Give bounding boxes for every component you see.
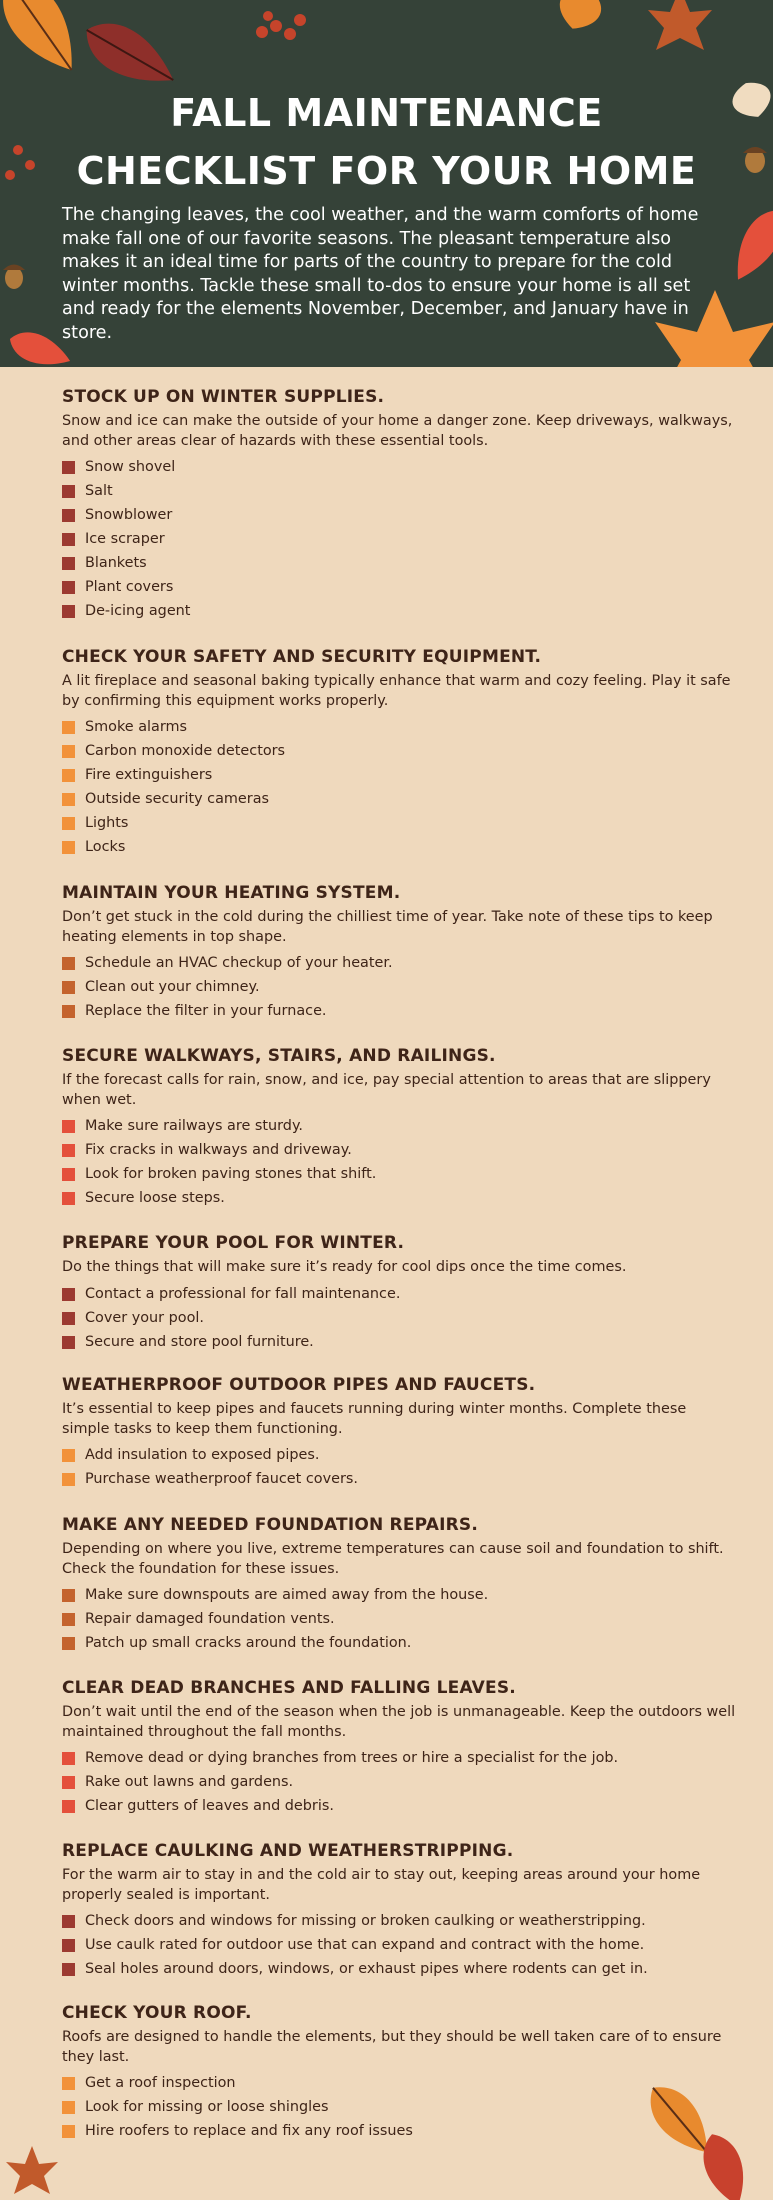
section-title: CLEAR DEAD BRANCHES AND FALLING LEAVES. [62, 1678, 516, 1698]
checklist-item [62, 479, 737, 503]
checklist-item [62, 599, 737, 623]
checklist-item [62, 1631, 737, 1655]
checklist-item [62, 1607, 737, 1631]
checkbox-square-icon [62, 1144, 75, 1157]
checklist-item-label: Look for missing or loose shingles [85, 2099, 329, 2116]
checkbox-square-icon [62, 817, 75, 830]
checklist [62, 1282, 737, 1354]
checklist-item [62, 527, 737, 551]
section-title: SECURE WALKWAYS, STAIRS, AND RAILINGS. [62, 1046, 496, 1066]
checklist [62, 1114, 737, 1210]
checklist-item-label: Get a roof inspection [85, 2075, 236, 2092]
checkbox-square-icon [62, 1752, 75, 1765]
checklist-item [62, 1583, 737, 1607]
checkbox-square-icon [62, 557, 75, 570]
checklist-item-label: Snowblower [85, 507, 173, 524]
section-caulking [62, 1840, 737, 1981]
section-winter-supplies [62, 386, 737, 623]
checklist-item [62, 1162, 737, 1186]
checkbox-square-icon [62, 1800, 75, 1813]
section-title: MAINTAIN YOUR HEATING SYSTEM. [62, 883, 401, 903]
checklist-item-label: Fix cracks in walkways and driveway. [85, 1142, 352, 1159]
checklist-item-label: Lights [85, 815, 129, 832]
checklist-item [62, 575, 737, 599]
checkbox-square-icon [62, 1005, 75, 1018]
checklist-item-label: Add insulation to exposed pipes. [85, 1447, 320, 1464]
checkbox-square-icon [62, 1473, 75, 1486]
section-foundation [62, 1514, 737, 1655]
checklist [62, 951, 737, 1023]
bottom-leaves-decoration-icon [0, 2060, 773, 2200]
checklist-item-label: Patch up small cracks around the foundation. [85, 1635, 412, 1652]
checklist-item [62, 739, 737, 763]
checkbox-square-icon [62, 1939, 75, 1952]
checklist-item [62, 1306, 737, 1330]
checklist-item [62, 1746, 737, 1770]
checklist-item [62, 1770, 737, 1794]
section-title: PREPARE YOUR POOL FOR WINTER. [62, 1233, 405, 1253]
section-description: Roofs are designed to handle the elements, but they should be well taken care of to ensure they last. [62, 2029, 722, 2065]
section-description: It’s essential to keep pipes and faucets running during winter months. Complete these simple tasks to keep them functioning. [62, 1401, 687, 1437]
checklist-item [62, 455, 737, 479]
checklist [62, 1443, 737, 1491]
section-description: Do the things that will make sure it’s ready for cool dips once the time comes. [62, 1259, 627, 1275]
checklist-item-label: Secure loose steps. [85, 1190, 225, 1207]
checklist-item-label: Make sure railways are sturdy. [85, 1118, 303, 1135]
checklist-item-label: Repair damaged foundation vents. [85, 1611, 335, 1628]
section-description: Depending on where you live, extreme temperatures can cause soil and foundation to shift. Check the foundation for these issues. [62, 1541, 724, 1577]
checkbox-square-icon [62, 1589, 75, 1602]
section-title: REPLACE CAULKING AND WEATHERSTRIPPING. [62, 1841, 514, 1861]
checkbox-square-icon [62, 1637, 75, 1650]
checklist-item-label: Secure and store pool furniture. [85, 1333, 314, 1350]
section-description: If the forecast calls for rain, snow, and ice, pay special attention to areas that are slippery when wet. [62, 1072, 711, 1108]
checklist-item-label: Make sure downspouts are aimed away from the house. [85, 1587, 489, 1604]
checkbox-square-icon [62, 1915, 75, 1928]
checklist-item [62, 1909, 737, 1933]
section-title: WEATHERPROOF OUTDOOR PIPES AND FAUCETS. [62, 1375, 536, 1395]
checklist-item-label: Purchase weatherproof faucet covers. [85, 1471, 358, 1488]
checklist-item-label: Salt [85, 483, 113, 500]
checklist [62, 1909, 737, 1981]
section-title: STOCK UP ON WINTER SUPPLIES. [62, 387, 385, 407]
checkbox-square-icon [62, 793, 75, 806]
page-title [0, 84, 773, 200]
checklist-item [62, 787, 737, 811]
checkbox-square-icon [62, 769, 75, 782]
checklist-item [62, 951, 737, 975]
checkbox-square-icon [62, 533, 75, 546]
checkbox-square-icon [62, 721, 75, 734]
checklist [62, 715, 737, 859]
checklist-item-label: Clean out your chimney. [85, 979, 260, 996]
checklist-item [62, 811, 737, 835]
section-description: Snow and ice can make the outside of your home a danger zone. Keep driveways, walkways, and other areas clear of hazards with these essential tools. [62, 413, 733, 449]
section-heating-system [62, 882, 737, 1023]
checklist-item-label: Use caulk rated for outdoor use that can expand and contract with the home. [85, 1937, 645, 1954]
section-title: MAKE ANY NEEDED FOUNDATION REPAIRS. [62, 1515, 479, 1535]
checklist-item-label: Plant covers [85, 579, 174, 596]
checklist-item [62, 1282, 737, 1306]
checklist [62, 1583, 737, 1655]
checklist-item-label: De-icing agent [85, 603, 191, 620]
checkbox-square-icon [62, 1120, 75, 1133]
checklist-item [62, 999, 737, 1023]
checklist-item-label: Schedule an HVAC checkup of your heater. [85, 955, 393, 972]
checklist-item [62, 1957, 737, 1981]
checklist-item [62, 1114, 737, 1138]
checklist-item-label: Replace the filter in your furnace. [85, 1003, 327, 1020]
intro-paragraph: The changing leaves, the cool weather, and the warm comforts of home make fall one of our favorite seasons. The pleasant temperature also makes it an ideal time for parts of the country to prepare for the cold winter months. Tackle these small to-dos to ensure your home is all set and ready for the elements November, December, and January have in store. [62, 205, 699, 343]
checklist-item-label: Smoke alarms [85, 719, 188, 736]
checkbox-square-icon [62, 1776, 75, 1789]
checklist-item [62, 1467, 737, 1491]
checkbox-square-icon [62, 981, 75, 994]
checkbox-square-icon [62, 461, 75, 474]
checklist-item-label: Carbon monoxide detectors [85, 743, 286, 760]
checklist-item [62, 503, 737, 527]
checklist-item-label: Look for broken paving stones that shift. [85, 1166, 377, 1183]
checkbox-square-icon [62, 1613, 75, 1626]
section-description: Don’t wait until the end of the season when the job is unmanageable. Keep the outdoors well maintained throughout the fall months. [62, 1704, 736, 1740]
checklist-item-label: Clear gutters of leaves and debris. [85, 1798, 334, 1815]
checkbox-square-icon [62, 485, 75, 498]
checklist-item [62, 715, 737, 739]
checklist-item [62, 975, 737, 999]
checklist-item [62, 1330, 737, 1354]
section-pipes-faucets [62, 1374, 737, 1491]
checkbox-square-icon [62, 1288, 75, 1301]
section-title: CHECK YOUR ROOF. [62, 2003, 252, 2023]
checklist-item-label: Blankets [85, 555, 147, 572]
checkbox-square-icon [62, 1449, 75, 1462]
header-banner [0, 0, 773, 367]
checklist-item-label: Cover your pool. [85, 1309, 204, 1326]
checkbox-square-icon [62, 1192, 75, 1205]
checklist-item-label: Check doors and windows for missing or broken caulking or weatherstripping. [85, 1913, 646, 1930]
checklist-item [62, 1443, 737, 1467]
section-branches-leaves [62, 1677, 737, 1818]
section-description: For the warm air to stay in and the cold air to stay out, keeping areas around your home properly sealed is important. [62, 1867, 701, 1903]
checklist-item-label: Fire extinguishers [85, 767, 213, 784]
checkbox-square-icon [62, 1336, 75, 1349]
checkbox-square-icon [62, 509, 75, 522]
checklist-item-label: Outside security cameras [85, 791, 270, 808]
checklist-item [62, 1138, 737, 1162]
checkbox-square-icon [62, 1168, 75, 1181]
checklist-item [62, 1933, 737, 1957]
checklist-item [62, 1794, 737, 1818]
checkbox-square-icon [62, 745, 75, 758]
checklist-item-label: Rake out lawns and gardens. [85, 1774, 294, 1791]
checklist-item-label: Hire roofers to replace and fix any roof issues [85, 2123, 413, 2140]
checkbox-square-icon [62, 841, 75, 854]
checklist-item [62, 551, 737, 575]
checklist-item-label: Remove dead or dying branches from trees or hire a specialist for the job. [85, 1750, 619, 1767]
checklist-item-label: Contact a professional for fall maintenance. [85, 1285, 401, 1302]
checkbox-square-icon [62, 605, 75, 618]
title-line-2: CHECKLIST FOR YOUR HOME [76, 149, 697, 193]
section-safety-equipment [62, 646, 737, 859]
checklist-item [62, 835, 737, 859]
checklist [62, 455, 737, 623]
checklist [62, 1746, 737, 1818]
section-title: CHECK YOUR SAFETY AND SECURITY EQUIPMENT. [62, 647, 542, 667]
checklist-item-label: Snow shovel [85, 459, 176, 476]
checklist-item-label: Ice scraper [85, 531, 165, 548]
section-pool [62, 1232, 737, 1354]
checklist-item-label: Locks [85, 839, 126, 856]
section-description: Don’t get stuck in the cold during the chilliest time of year. Take note of these tips to keep heating elements in top shape. [62, 909, 713, 945]
checkbox-square-icon [62, 1312, 75, 1325]
checkbox-square-icon [62, 957, 75, 970]
section-description: A lit fireplace and seasonal baking typically enhance that warm and cozy feeling. Play it safe by confirming this equipment works properly. [62, 673, 731, 709]
checklist-item-label: Seal holes around doors, windows, or exhaust pipes where rodents can get in. [85, 1961, 648, 1978]
checklist-item [62, 1186, 737, 1210]
checkbox-square-icon [62, 1963, 75, 1976]
checklist-item [62, 763, 737, 787]
title-line-1: FALL MAINTENANCE [170, 91, 603, 135]
checkbox-square-icon [62, 581, 75, 594]
section-walkways [62, 1045, 737, 1210]
